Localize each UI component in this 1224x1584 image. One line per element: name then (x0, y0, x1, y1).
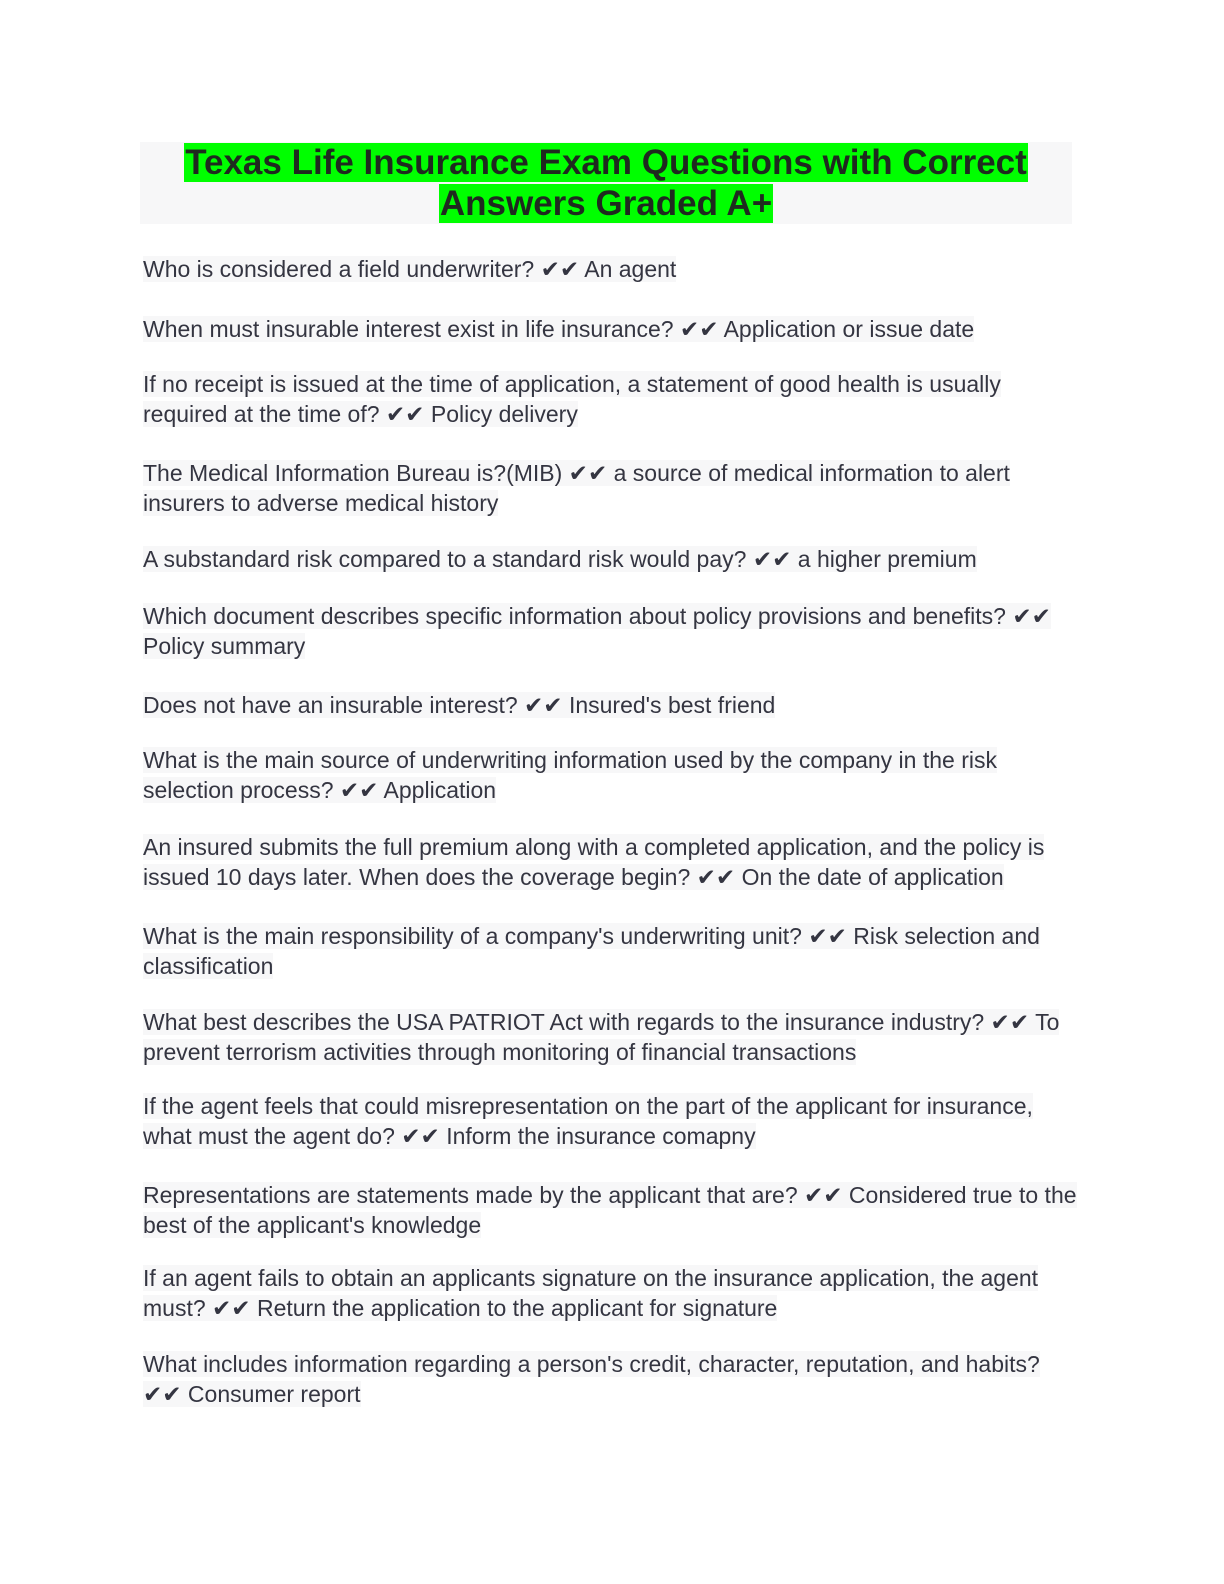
qa-item-9 (143, 832, 1078, 892)
qa-item-12 (143, 1091, 1078, 1151)
qa-item-10 (143, 921, 1078, 981)
qa-item-2-text: When must insurable interest exist in life insurance? ✔✔ Application or issue date (143, 316, 975, 342)
qa-item-10-text: What is the main responsibility of a company's underwriting unit? ✔✔ Risk selection and classification (143, 923, 1040, 979)
qa-item-9-text: An insured submits the full premium along with a completed application, and the policy is issued 10 days later. When does the coverage begin? ✔✔ On the date of application (143, 834, 1045, 890)
qa-item-8 (143, 745, 1078, 805)
qa-item-15-text: What includes information regarding a person's credit, character, reputation, and habits? ✔✔ Consumer report (143, 1351, 1040, 1407)
qa-item-1 (143, 254, 1078, 284)
qa-item-5-text: A substandard risk compared to a standard risk would pay? ✔✔ a higher premium (143, 546, 977, 572)
qa-item-5 (143, 544, 1078, 574)
qa-item-6-text: Which document describes specific information about policy provisions and benefits? ✔✔ Policy summary (143, 603, 1051, 659)
title-block (140, 142, 1072, 224)
qa-item-7-text: Does not have an insurable interest? ✔✔ Insured's best friend (143, 692, 776, 718)
qa-item-2 (143, 314, 1078, 344)
qa-item-14 (143, 1263, 1078, 1323)
qa-item-1-text: Who is considered a field underwriter? ✔✔ An agent (143, 256, 677, 282)
qa-item-3-text: If no receipt is issued at the time of application, a statement of good health is usually required at the time of? ✔✔ Policy delivery (143, 371, 1001, 427)
title-line-1 (140, 142, 1072, 183)
title-line-2-text: Answers Graded A+ (439, 184, 773, 223)
qa-item-3 (143, 369, 1078, 429)
qa-item-15 (143, 1349, 1078, 1409)
qa-item-4 (143, 458, 1078, 518)
qa-item-7 (143, 690, 1078, 720)
qa-item-6 (143, 601, 1078, 661)
qa-item-11 (143, 1007, 1078, 1067)
qa-item-14-text: If an agent fails to obtain an applicants signature on the insurance application, the agent must? ✔✔ Return the application to the applicant for signature (143, 1265, 1039, 1321)
qa-item-13-text: Representations are statements made by the applicant that are? ✔✔ Considered true to the best of the applicant's knowledge (143, 1182, 1077, 1238)
qa-item-11-text: What best describes the USA PATRIOT Act with regards to the insurance industry? ✔✔ To prevent terrorism activities through monitoring of financial transactions (143, 1009, 1060, 1065)
qa-item-13 (143, 1180, 1078, 1240)
title-line-1-text: Texas Life Insurance Exam Questions with Correct (185, 143, 1027, 182)
qa-item-4-text: The Medical Information Bureau is?(MIB) ✔✔ a source of medical information to alert insurers to adverse medical history (143, 460, 1010, 516)
title-line-2 (140, 183, 1072, 224)
qa-item-12-text: If the agent feels that could misrepresentation on the part of the applicant for insurance, what must the agent do? ✔✔ Inform the insurance comapny (143, 1093, 1033, 1149)
qa-item-8-text: What is the main source of underwriting information used by the company in the risk selection process? ✔✔ Application (143, 747, 997, 803)
